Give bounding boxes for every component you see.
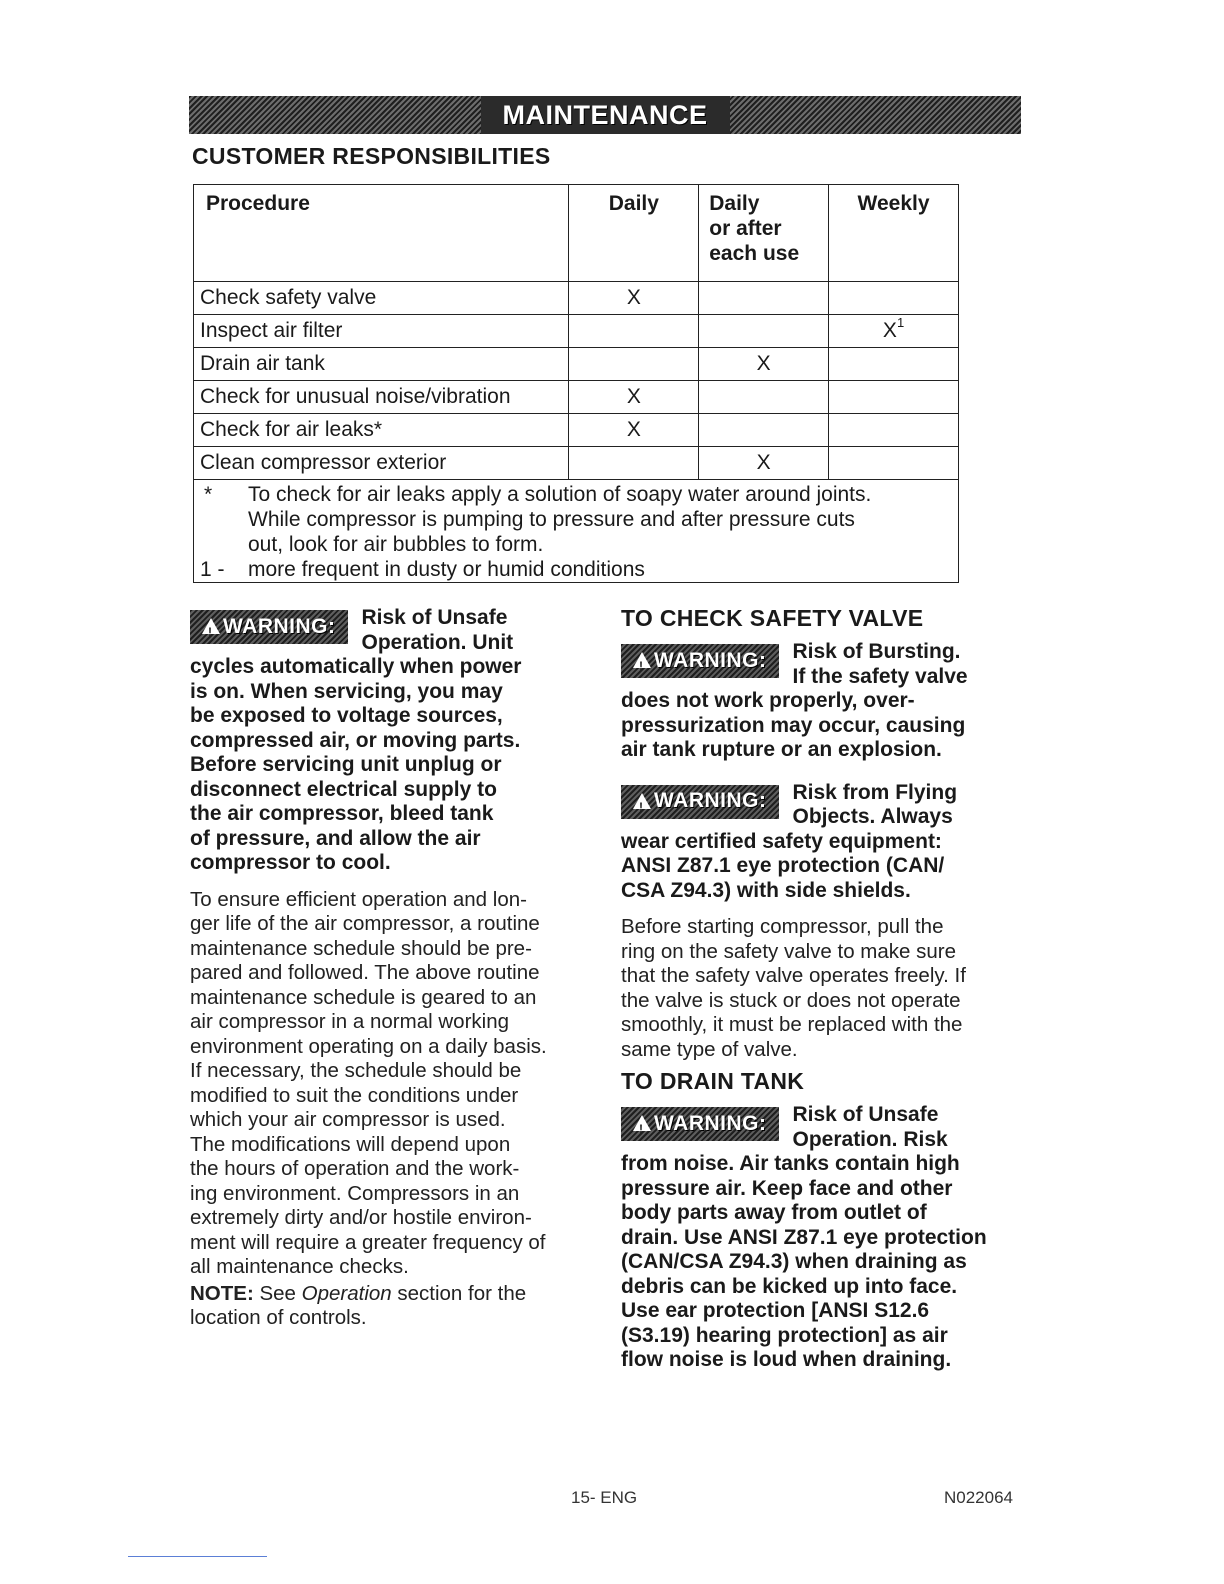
note-line: location of controls. <box>190 1306 367 1329</box>
cell-daily-after <box>699 282 829 315</box>
warning-badge-label: WARNING: <box>654 789 767 813</box>
warning-line: be exposed to voltage sources, <box>190 704 503 727</box>
body-line: all maintenance checks. <box>190 1255 409 1278</box>
body-line: ment will require a greater frequency of <box>190 1230 546 1254</box>
banner-title: MAINTENANCE <box>481 96 730 134</box>
note-italic: Operation <box>301 1281 392 1305</box>
warning-line: the air compressor, bleed tank <box>190 802 494 825</box>
footnote-line: more frequent in dusty or humid conditions <box>248 558 645 581</box>
cell-daily-after: X <box>699 447 829 480</box>
note-line <box>190 1282 590 1307</box>
warning-line: flow noise is loud when draining. <box>621 1348 952 1371</box>
cell-weekly <box>829 414 959 447</box>
warning-line: (CAN/CSA Z94.3) when draining as <box>621 1250 967 1273</box>
cell-daily <box>569 447 699 480</box>
cell-daily <box>569 315 699 348</box>
header-daily-after-line: Daily <box>709 192 760 215</box>
table-notes <box>194 480 959 583</box>
header-daily: Daily <box>569 185 699 282</box>
cell-weekly <box>829 447 959 480</box>
footnote-asterisk <box>200 482 952 557</box>
cell-daily: X <box>569 414 699 447</box>
cell-procedure: Inspect air filter <box>194 315 569 348</box>
warning-line: Risk of Bursting. <box>792 640 961 663</box>
warning-badge-label: WARNING: <box>654 1111 767 1135</box>
bursting-warning <box>621 640 1021 763</box>
warning-badge <box>621 785 779 819</box>
body-line: If necessary, the schedule should be <box>190 1059 522 1082</box>
warning-line: Risk from Flying <box>792 780 958 804</box>
header-daily-after-use <box>699 185 829 282</box>
warning-line: Before servicing unit unplug or <box>190 753 502 776</box>
cell-weekly <box>829 315 959 348</box>
warning-line: cycles automatically when power <box>190 655 522 678</box>
body-line: To ensure efficient operation and lon- <box>190 887 527 911</box>
maintenance-banner <box>189 96 1021 134</box>
footnote-symbol: 1 - <box>200 558 225 581</box>
header-daily-after-line: each use <box>709 242 800 265</box>
warning-triangle-icon <box>633 793 651 809</box>
page-number: 15- ENG <box>571 1488 638 1507</box>
warning-line: debris can be kicked up into face. <box>621 1274 958 1298</box>
body-line: extremely dirty and/or hostile environ- <box>190 1206 532 1229</box>
warning-triangle-icon <box>633 1115 651 1131</box>
table-row <box>194 315 959 348</box>
warning-line: ANSI Z87.1 eye protection (CAN/ <box>621 854 945 877</box>
note-post: section for the <box>391 1281 527 1305</box>
unsafe-operation-warning <box>190 606 590 876</box>
warning-line: compressor to cool. <box>190 851 391 874</box>
warning-badge <box>621 644 779 678</box>
body-line: pared and followed. The above routine <box>190 961 540 984</box>
body-line: ing environment. Compressors in an <box>190 1181 520 1205</box>
body-line: Before starting compressor, pull the <box>621 915 944 938</box>
cell-procedure: Clean compressor exterior <box>194 447 569 480</box>
bottom-edge-line <box>128 1556 267 1557</box>
warning-badge-label: WARNING: <box>223 614 336 638</box>
table-row <box>194 348 959 381</box>
body-line: maintenance schedule should be pre- <box>190 936 532 960</box>
body-line: the hours of operation and the work- <box>190 1157 520 1180</box>
table-row <box>194 447 959 480</box>
body-line: environment operating on a daily basis. <box>190 1034 547 1058</box>
table-notes-row <box>194 480 959 583</box>
warning-line: from noise. Air tanks contain high <box>621 1152 960 1175</box>
warning-line: is on. When servicing, you may <box>190 679 503 703</box>
cell-daily-after <box>699 414 829 447</box>
footnote-symbol: * <box>204 483 213 506</box>
body-line: ger life of the air compressor, a routine <box>190 912 540 935</box>
customer-responsibilities-heading: CUSTOMER RESPONSIBILITIES <box>192 143 551 169</box>
body-line: air compressor in a normal working <box>190 1010 510 1033</box>
cell-weekly-mark: X <box>882 319 897 342</box>
body-line: same type of valve. <box>621 1037 798 1061</box>
warning-line: compressed air, or moving parts. <box>190 728 521 752</box>
cell-procedure: Drain air tank <box>194 348 569 381</box>
warning-line: body parts away from outlet of <box>621 1201 927 1224</box>
right-column <box>621 605 1021 1373</box>
controls-note <box>190 1282 590 1331</box>
footnote-line: out, look for air bubbles to form. <box>248 533 544 556</box>
warning-badge-label: WARNING: <box>654 648 767 672</box>
warning-line: Risk of Unsafe <box>361 606 508 629</box>
drain-tank-heading: TO DRAIN TANK <box>621 1068 805 1094</box>
warning-line: air tank rupture or an explosion. <box>621 738 942 761</box>
safety-valve-paragraph <box>621 915 1021 1062</box>
warning-line: Objects. Always <box>792 805 953 828</box>
warning-line: wear certified safety equipment: <box>621 829 942 853</box>
warning-badge <box>621 1107 779 1141</box>
noise-warning <box>621 1103 1021 1373</box>
warning-line: disconnect electrical supply to <box>190 777 497 801</box>
body-line: ring on the safety valve to make sure <box>621 939 957 963</box>
warning-line: does not work properly, over- <box>621 689 915 712</box>
warning-line: of pressure, and allow the air <box>190 826 481 850</box>
footnote-ref: 1 <box>896 315 905 330</box>
warning-line: CSA Z94.3) with side shields. <box>621 878 911 902</box>
warning-triangle-icon <box>202 618 220 634</box>
body-line: The modifications will depend upon <box>190 1132 511 1156</box>
header-daily-after-line: or after <box>709 217 782 240</box>
table-row <box>194 381 959 414</box>
warning-line: drain. Use ANSI Z87.1 eye protection <box>621 1225 987 1249</box>
cell-daily-after <box>699 315 829 348</box>
footnote-line: To check for air leaks apply a solution of soapy water around joints. <box>248 483 872 506</box>
footnote-one <box>200 557 952 582</box>
table-row <box>194 414 959 447</box>
document-code: N022064 <box>944 1488 1014 1507</box>
warning-line: Operation. Risk <box>792 1127 948 1151</box>
warning-line: Risk of Unsafe <box>792 1103 939 1126</box>
footnote-text <box>248 482 871 557</box>
cell-weekly <box>829 381 959 414</box>
flying-objects-warning <box>621 781 1021 904</box>
body-line: that the safety valve operates freely. If <box>621 964 966 987</box>
body-line: maintenance schedule is geared to an <box>190 985 537 1009</box>
warning-badge <box>190 610 348 644</box>
maintenance-schedule-table <box>193 184 959 583</box>
cell-weekly <box>829 282 959 315</box>
note-pre: See <box>253 1281 302 1305</box>
table-row <box>194 282 959 315</box>
header-weekly: Weekly <box>829 185 959 282</box>
cell-weekly <box>829 348 959 381</box>
cell-daily-after <box>699 381 829 414</box>
warning-line: pressurization may occur, causing <box>621 713 966 737</box>
header-procedure: Procedure <box>194 185 569 282</box>
warning-triangle-icon <box>633 652 651 668</box>
body-line: the valve is stuck or does not operate <box>621 988 961 1012</box>
cell-daily-after: X <box>699 348 829 381</box>
check-safety-valve-heading: TO CHECK SAFETY VALVE <box>621 605 924 631</box>
table-header-row <box>194 185 959 282</box>
cell-procedure: Check safety valve <box>194 282 569 315</box>
cell-daily: X <box>569 381 699 414</box>
footnote-line: While compressor is pumping to pressure and after pressure cuts <box>248 508 855 531</box>
maintenance-schedule-paragraph <box>190 888 590 1280</box>
body-line: which your air compressor is used. <box>190 1108 506 1131</box>
note-label: NOTE: <box>190 1281 254 1305</box>
warning-line: pressure air. Keep face and other <box>621 1176 953 1200</box>
cell-daily <box>569 348 699 381</box>
warning-line: If the safety valve <box>792 664 968 688</box>
left-column <box>190 606 590 1331</box>
body-line: modified to suit the conditions under <box>190 1083 519 1107</box>
body-line: smoothly, it must be replaced with the <box>621 1013 963 1036</box>
cell-procedure: Check for air leaks* <box>194 414 569 447</box>
cell-procedure: Check for unusual noise/vibration <box>194 381 569 414</box>
warning-line: Operation. Unit <box>361 630 514 654</box>
warning-line: Use ear protection [ANSI S12.6 <box>621 1299 930 1322</box>
cell-daily: X <box>569 282 699 315</box>
warning-line: (S3.19) hearing protection] as air <box>621 1323 948 1347</box>
